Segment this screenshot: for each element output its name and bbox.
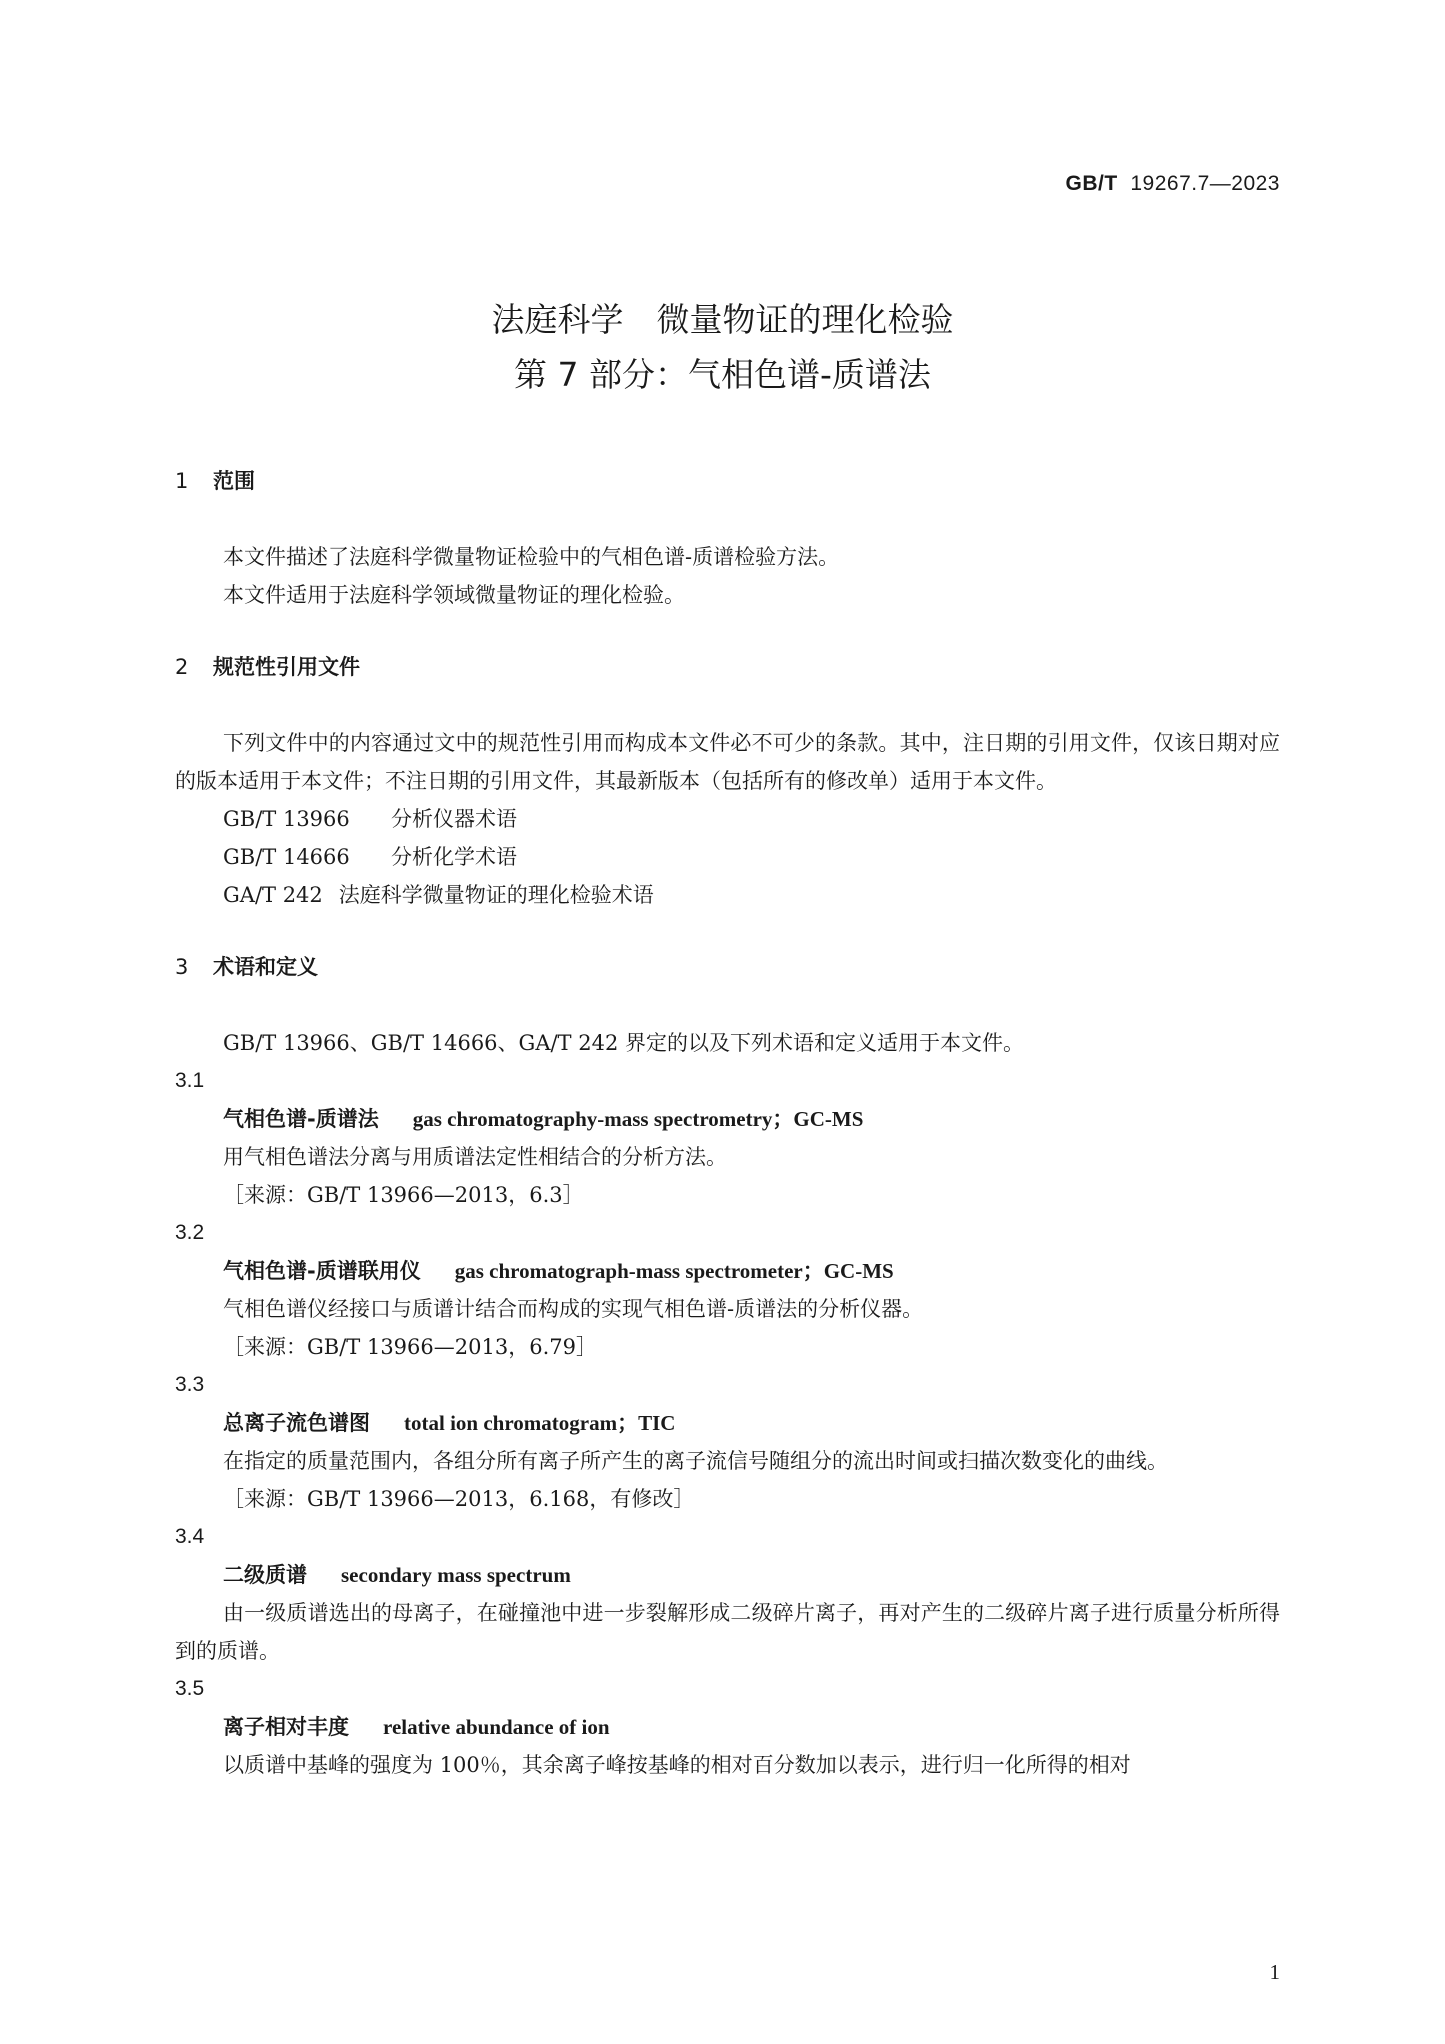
section-1-heading bbox=[175, 462, 1280, 500]
term-definition: 由一级质谱选出的母离子，在碰撞池中进一步裂解形成二级碎片离子，再对产生的二级碎片离子进行质量分析所得到的质谱。 bbox=[175, 1601, 1280, 1663]
page-number: 1 bbox=[1269, 1960, 1280, 1984]
term-source: ［来源：GB/T 13966—2013，6.3］ bbox=[223, 1183, 584, 1207]
term-zh: 离子相对丰度 bbox=[223, 1715, 349, 1739]
term-entry bbox=[175, 1708, 1280, 1746]
reference-title: 分析仪器术语 bbox=[391, 807, 517, 831]
term-entry bbox=[175, 1252, 1280, 1290]
term-definition: 气相色谱仪经接口与质谱计结合而构成的实现气相色谱-质谱法的分析仪器。 bbox=[223, 1297, 924, 1321]
section-title: 术语和定义 bbox=[213, 955, 318, 979]
standard-code bbox=[1066, 172, 1280, 196]
reference-title: 法庭科学微量物证的理化检验术语 bbox=[338, 883, 654, 907]
section-title: 范围 bbox=[213, 469, 255, 493]
standard-number: 19267.7—2023 bbox=[1130, 172, 1280, 195]
paragraph: GB/T 13966、GB/T 14666、GA/T 242 界定的以及下列术语和定义适用于本文件。 bbox=[223, 1031, 1024, 1055]
term-number: 3.3 bbox=[175, 1373, 205, 1396]
reference-code: GB/T 13966 bbox=[223, 807, 350, 831]
term-definition: 用气相色谱法分离与用质谱法定性相结合的分析方法。 bbox=[223, 1145, 727, 1169]
document-body bbox=[175, 462, 1280, 1784]
term-definition: 以质谱中基峰的强度为 100％，其余离子峰按基峰的相对百分数加以表示，进行归一化所得的相对 bbox=[223, 1753, 1131, 1777]
term-en: secondary mass spectrum bbox=[341, 1563, 571, 1587]
section-number: 3 bbox=[175, 955, 189, 979]
reference-title: 分析化学术语 bbox=[391, 845, 517, 869]
term-number: 3.1 bbox=[175, 1069, 205, 1092]
term-en: relative abundance of ion bbox=[383, 1715, 610, 1739]
term-number: 3.2 bbox=[175, 1221, 205, 1244]
title-line-2: 第 7 部分：气相色谱-质谱法 bbox=[514, 355, 931, 394]
term-zh: 气相色谱-质谱联用仪 bbox=[223, 1259, 421, 1283]
reference-code: GA/T 242 bbox=[223, 883, 323, 907]
term-zh: 总离子流色谱图 bbox=[223, 1411, 370, 1435]
term-entry bbox=[175, 1556, 1280, 1594]
section-number: 1 bbox=[175, 469, 189, 493]
term-source: ［来源：GB/T 13966—2013，6.168，有修改］ bbox=[223, 1487, 695, 1511]
title-line-1: 法庭科学 微量物证的理化检验 bbox=[491, 300, 954, 339]
term-entry bbox=[175, 1100, 1280, 1138]
term-number: 3.4 bbox=[175, 1525, 205, 1548]
document-title bbox=[0, 292, 1445, 402]
term-number: 3.5 bbox=[175, 1677, 205, 1700]
term-en: gas chromatograph-mass spectrometer；GC-MS bbox=[454, 1259, 894, 1283]
section-3-heading bbox=[175, 948, 1280, 986]
term-entry bbox=[175, 1404, 1280, 1442]
term-source: ［来源：GB/T 13966—2013，6.79］ bbox=[223, 1335, 597, 1359]
section-title: 规范性引用文件 bbox=[213, 655, 360, 679]
normative-reference bbox=[175, 800, 1280, 838]
section-2-heading bbox=[175, 648, 1280, 686]
normative-reference bbox=[175, 876, 1280, 914]
paragraph: 本文件适用于法庭科学领域微量物证的理化检验。 bbox=[223, 583, 685, 607]
term-en: total ion chromatogram；TIC bbox=[404, 1411, 676, 1435]
normative-reference bbox=[175, 838, 1280, 876]
standard-prefix: GB/T bbox=[1065, 172, 1118, 195]
paragraph: 本文件描述了法庭科学微量物证检验中的气相色谱-质谱检验方法。 bbox=[223, 545, 840, 569]
term-definition: 在指定的质量范围内，各组分所有离子所产生的离子流信号随组分的流出时间或扫描次数变化的曲线。 bbox=[223, 1449, 1168, 1473]
term-zh: 二级质谱 bbox=[223, 1563, 307, 1587]
section-number: 2 bbox=[175, 655, 189, 679]
reference-code: GB/T 14666 bbox=[223, 845, 350, 869]
term-en: gas chromatography-mass spectrometry；GC-MS bbox=[412, 1107, 864, 1131]
term-zh: 气相色谱-质谱法 bbox=[223, 1107, 379, 1131]
paragraph: 下列文件中的内容通过文中的规范性引用而构成本文件必不可少的条款。其中，注日期的引用文件，仅该日期对应的版本适用于本文件；不注日期的引用文件，其最新版本（包括所有的修改单）适用于本文件。 bbox=[175, 731, 1280, 793]
